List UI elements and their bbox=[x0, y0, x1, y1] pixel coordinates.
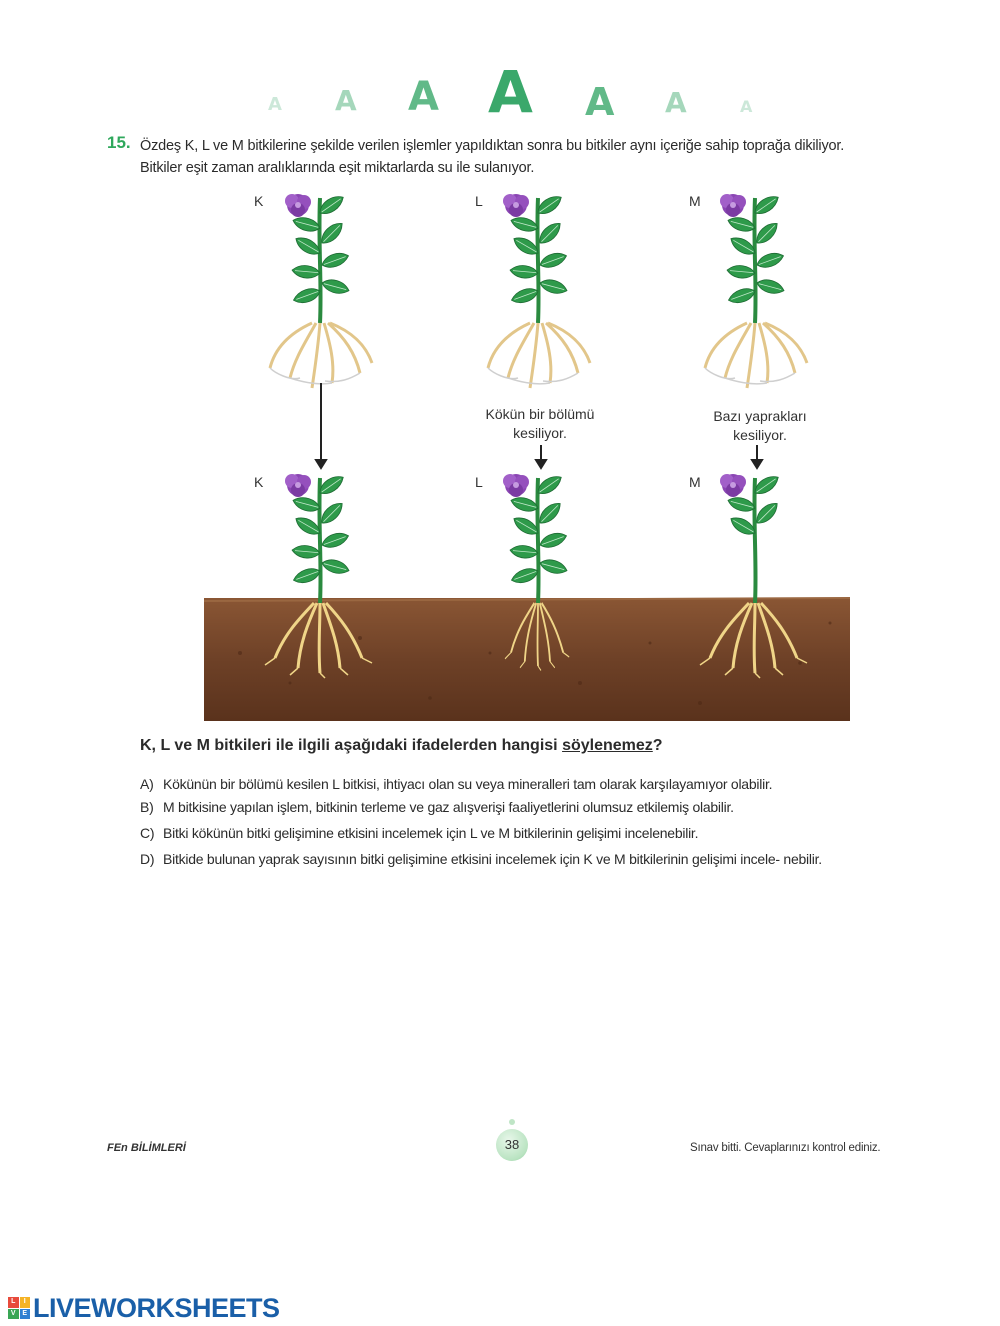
caption-l-line1: Kökün bir bölümü bbox=[485, 406, 595, 422]
label-k-top: K bbox=[254, 193, 264, 209]
decor-letter: A bbox=[488, 58, 533, 126]
decor-letter: A bbox=[740, 97, 753, 116]
plant-m-before bbox=[705, 193, 807, 388]
liveworksheets-brand[interactable] bbox=[8, 1293, 280, 1323]
logo-letter: I bbox=[20, 1297, 31, 1308]
option-d[interactable] bbox=[140, 851, 822, 867]
page-number: 38 bbox=[496, 1129, 528, 1161]
option-letter: A) bbox=[140, 776, 154, 792]
plant-k-before bbox=[270, 193, 372, 388]
option-c[interactable] bbox=[140, 825, 698, 841]
option-letter: C) bbox=[140, 825, 155, 841]
question-intro-line2: Bitkiler eşit zaman aralıklarında eşit miktarlarda su ile sulanıyor. bbox=[140, 160, 535, 176]
option-text: Bitki kökünün bitki gelişimine etkisini incelemek için L ve M bitkilerinin gelişimi incelenebilir. bbox=[163, 825, 699, 841]
option-letter: D) bbox=[140, 851, 155, 867]
question-intro bbox=[140, 135, 900, 179]
label-m-bottom: M bbox=[689, 474, 701, 490]
decor-letter: A bbox=[335, 84, 357, 117]
decor-letter: A bbox=[665, 86, 687, 119]
caption-l-line2: kesiliyor. bbox=[513, 425, 567, 441]
logo-letter: L bbox=[8, 1297, 19, 1308]
option-text: Bitkide bulunan yaprak sayısının bitki gelişimine etkisini incelemek için K ve M bitkilerinin gelişimi incele- nebilir. bbox=[163, 851, 822, 867]
question-prompt bbox=[140, 737, 663, 755]
question-number: 15. bbox=[107, 133, 131, 152]
option-b[interactable] bbox=[140, 799, 734, 815]
footer-note: Sınav bitti. Cevaplarınızı kontrol ediniz. bbox=[690, 1142, 881, 1154]
option-a[interactable] bbox=[140, 776, 772, 792]
caption-m-line1: Bazı yaprakları bbox=[713, 408, 807, 424]
logo-letter: E bbox=[20, 1309, 31, 1320]
footer-subject: FEn BİLİMLERİ bbox=[107, 1142, 186, 1154]
plant-illustration bbox=[200, 183, 855, 723]
logo-letter: V bbox=[8, 1309, 19, 1320]
label-m-top: M bbox=[689, 193, 701, 209]
option-text: Kökünün bir bölümü kesilen L bitkisi, ihtiyacı olan su veya mineralleri tam olarak karşılayamıyor olabilir. bbox=[163, 776, 773, 792]
plant-k-after bbox=[265, 473, 372, 678]
label-k-bottom: K bbox=[254, 474, 264, 490]
option-letter: B) bbox=[140, 799, 154, 815]
page-number-decor bbox=[509, 1119, 515, 1125]
plant-m-after bbox=[700, 473, 807, 678]
prompt-end: ? bbox=[652, 737, 663, 754]
question-intro-line1: Özdeş K, L ve M bitkilerine şekilde verilen işlemler yapıldıktan sonra bu bitkiler aynı içeriğe sahip toprağa dikiliyor. bbox=[140, 138, 845, 154]
label-l-top: L bbox=[475, 193, 483, 209]
option-text: M bitkisine yapılan işlem, bitkinin terleme ve gaz alışverişi faaliyetlerini olumsuz etkilemiş olabilir. bbox=[163, 799, 734, 815]
plant-l-before bbox=[488, 193, 590, 388]
decor-letter: A bbox=[408, 74, 439, 120]
caption-m-line2: kesiliyor. bbox=[733, 427, 787, 443]
prompt-underlined: söylenemez bbox=[562, 737, 653, 754]
label-l-bottom: L bbox=[475, 474, 483, 490]
brand-name: LIVEWORKSHEETS bbox=[33, 1292, 280, 1323]
decor-letter: A bbox=[268, 94, 282, 115]
caption-m bbox=[690, 407, 830, 445]
prompt-text: K, L ve M bitkileri ile ilgili aşağıdaki ifadelerden hangisi bbox=[140, 737, 563, 754]
plant-experiment-figure bbox=[200, 183, 855, 723]
decor-letter: A bbox=[585, 80, 615, 124]
brand-logo-icon bbox=[8, 1297, 30, 1319]
caption-l bbox=[470, 405, 610, 443]
